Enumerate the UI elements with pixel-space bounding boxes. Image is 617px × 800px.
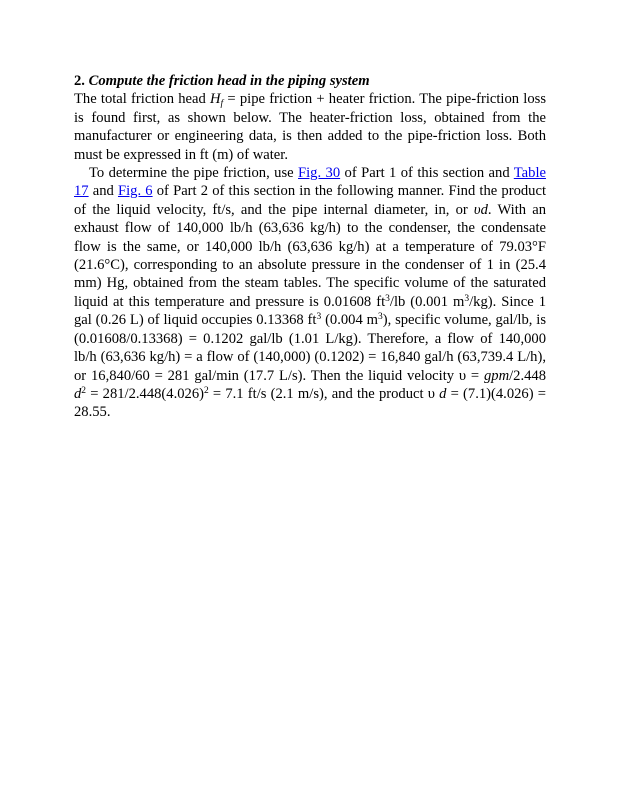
superscript: 3 — [464, 293, 470, 304]
text-run: /kg). Since 1 gal (0.26 L) of liquid occupies 0.13368 ft — [74, 293, 546, 329]
symbol-gpm: gpm — [483, 367, 510, 384]
text-run: = pipe friction + heater friction. The pipe-friction loss is found first, as shown below. The heater-friction loss, obtained from the manufacturer or engineering data, is then added to the pipe-friction loss. Both must be expressed in ft (m) of water. — [74, 91, 546, 163]
text-run: To determine the pipe friction, use — [89, 165, 299, 182]
superscript: 2 — [204, 385, 209, 396]
symbol-vd: υd — [473, 201, 488, 218]
superscript: 2 — [81, 385, 87, 396]
subscript-f: f — [220, 99, 224, 110]
symbol-d: d — [439, 385, 447, 402]
link-fig-6[interactable]: Fig. 6 — [118, 183, 153, 200]
text-run: The total friction head — [74, 91, 210, 108]
text-run: = 281/2.448(4.026) — [86, 385, 204, 402]
symbol-H: H — [210, 91, 221, 108]
step-heading — [74, 72, 546, 90]
text-run: = (7.1)(4.026) = 28.55. — [74, 385, 546, 421]
text-run: and — [88, 183, 118, 200]
text-run: (0.004 m — [321, 312, 378, 329]
symbol-d: d — [74, 385, 82, 402]
text-run: of Part 1 of this section and — [340, 165, 514, 182]
text-run: ), specific volume, gal/lb, is (0.01608/0.13368) = 0.1202 gal/lb (1.01 L/kg). Therefore, a flow of 140,000 lb/h (63,636 kg/h) = a flow of (140,000) (0.1202) = 16,840 gal/h (63,739.4 L/h), or 16,840/60 = 281 gal/min (17.7 L/s). Then the liquid velocity υ = — [74, 312, 546, 384]
step-title: Compute the friction head in the piping system — [88, 73, 370, 89]
text-run: of Part 2 of this section in the following manner. Find the product of the liquid velocity, ft/s, and the pipe internal diameter, in, or — [74, 183, 546, 218]
text-run: /2.448 — [509, 367, 546, 384]
paragraph-pipe-friction — [74, 164, 546, 422]
superscript: 3 — [377, 312, 383, 323]
text-run: . With an exhaust flow of 140,000 lb/h (63,636 kg/h) to the condenser, the condensate flow is the same, or 140,000 lb/h (63,636 kg/h) at a temperature of 79.03°F (21.6°C), corresponding to an absolute pressure in the condenser of 1 in (25.4 mm) Hg, obtained from the steam tables. The specific volume of the saturated liquid at this temperature and pressure is 0.01608 ft — [74, 201, 546, 310]
superscript: 3 — [316, 312, 322, 323]
link-fig-30[interactable]: Fig. 30 — [298, 165, 341, 182]
text-run: /lb (0.001 m — [389, 293, 465, 310]
paragraph-friction-head — [74, 90, 546, 164]
step-number: 2. — [74, 73, 85, 89]
superscript: 3 — [385, 293, 390, 304]
document-page — [74, 72, 546, 422]
link-table-17[interactable]: Table 17 — [74, 165, 546, 200]
text-run: = 7.1 ft/s (2.1 m/s), and the product υ — [208, 385, 440, 402]
